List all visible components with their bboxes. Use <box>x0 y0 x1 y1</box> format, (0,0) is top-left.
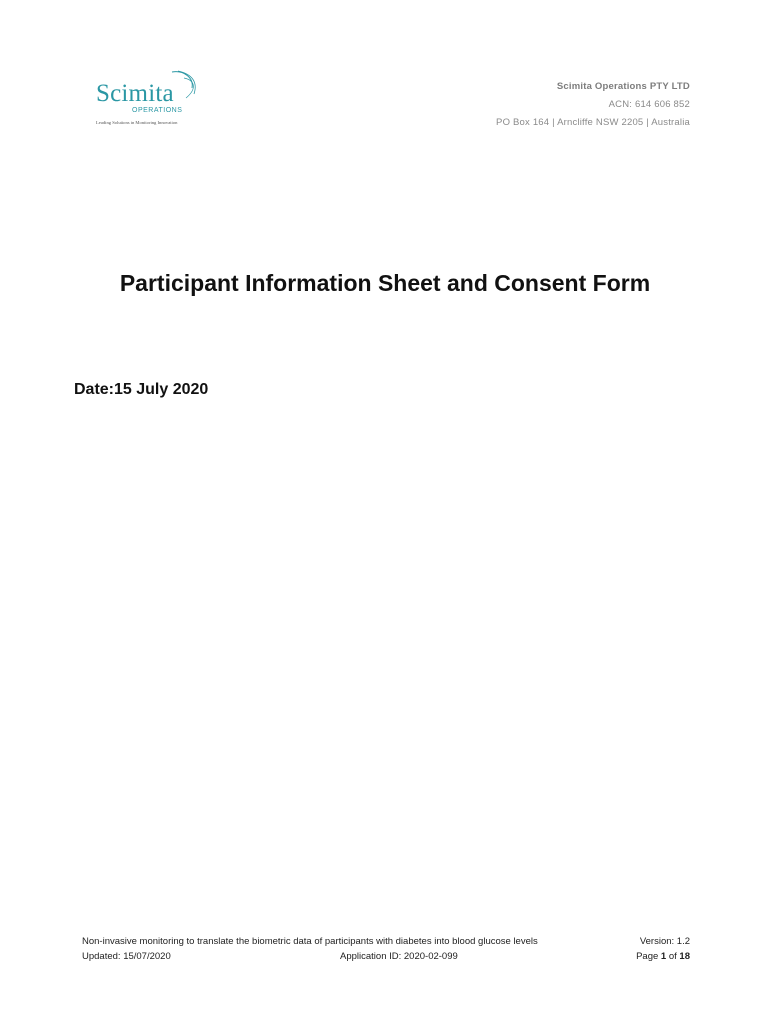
page-prefix: Page <box>636 951 661 962</box>
document-title: Participant Information Sheet and Consent Form <box>119 270 651 296</box>
logo-wordmark: Scimita <box>96 80 174 107</box>
document-date: Date:15 July 2020 <box>74 381 209 398</box>
footer-page-number <box>636 951 690 962</box>
company-address: PO Box 164 | Arncliffe NSW 2205 | Australia <box>496 117 690 128</box>
footer-updated: Updated: 15/07/2020 <box>82 951 171 962</box>
footer-application-id: Application ID: 2020-02-099 <box>340 951 458 962</box>
company-name: Scimita Operations PTY LTD <box>556 81 690 92</box>
page-total: 18 <box>679 951 690 962</box>
company-acn: ACN: 614 606 852 <box>608 99 690 110</box>
footer-study-title: Non-invasive monitoring to translate the biometric data of participants with diabetes into blood glucose levels <box>82 936 538 947</box>
logo-subtitle: OPERATIONS <box>132 107 183 114</box>
page-separator: of <box>666 951 680 962</box>
logo-tagline: Leading Solutions in Monitoring Innovation <box>96 120 178 125</box>
page-footer <box>82 936 690 966</box>
page-current: 1 <box>660 951 667 962</box>
company-logo <box>94 68 214 130</box>
company-details <box>496 78 690 132</box>
footer-version: Version: 1.2 <box>639 936 690 947</box>
